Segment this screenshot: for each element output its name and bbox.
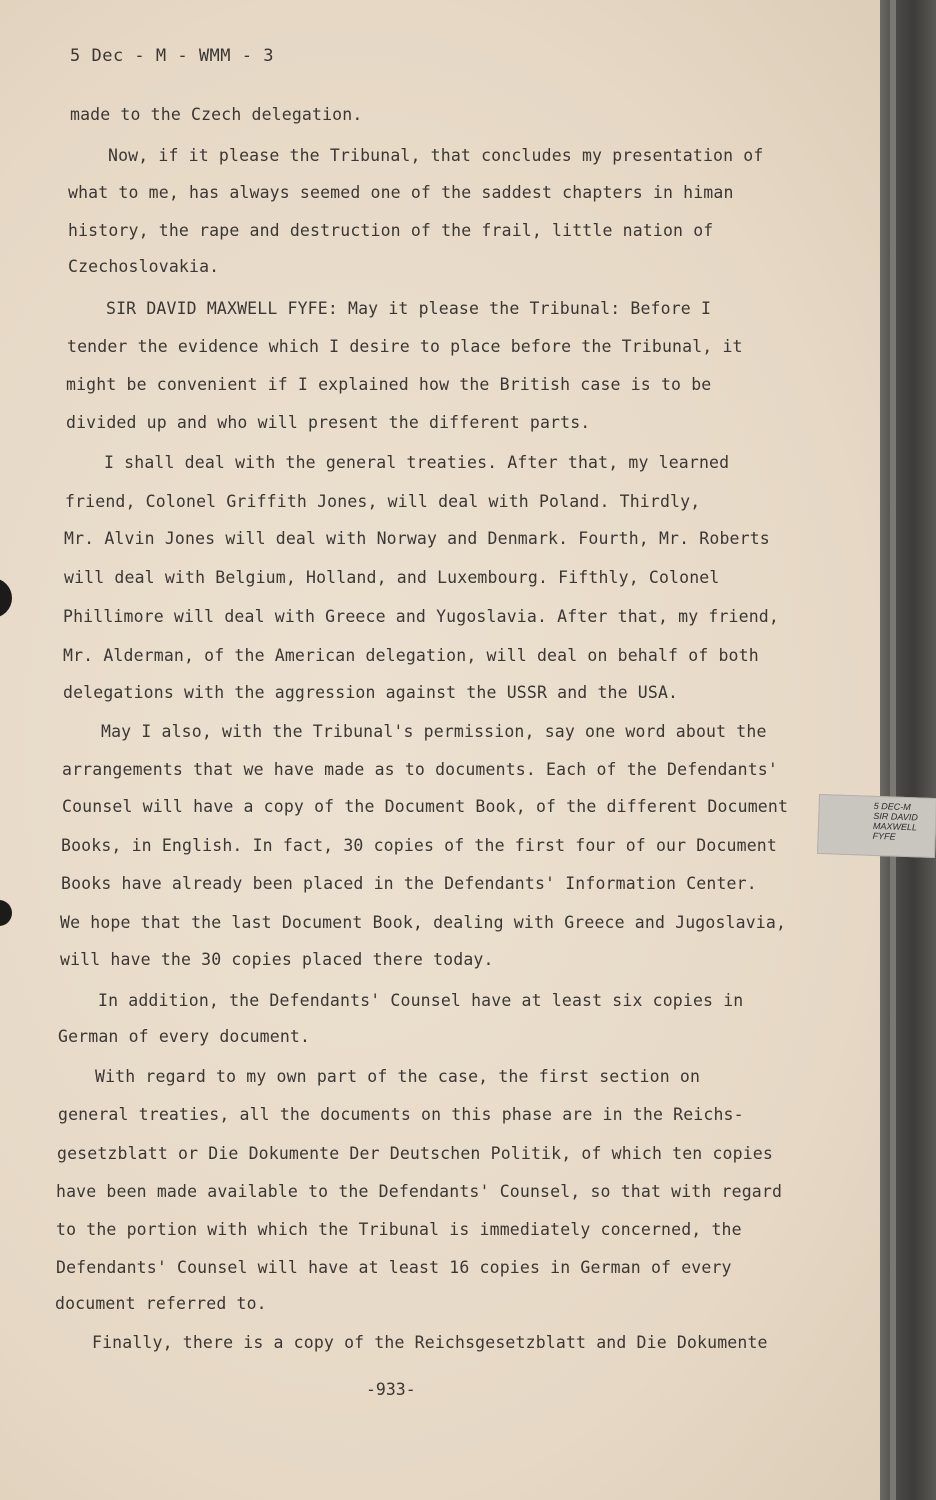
text-line: what to me, has always seemed one of the saddest chapters in himan bbox=[68, 183, 734, 202]
text-line: Phillimore will deal with Greece and Yugoslavia. After that, my friend, bbox=[63, 607, 779, 626]
text-line: to the portion with which the Tribunal is immediately concerned, the bbox=[56, 1220, 742, 1239]
text-line: tender the evidence which I desire to place before the Tribunal, it bbox=[67, 337, 743, 356]
page-number: -933- bbox=[366, 1380, 416, 1399]
tab-note-line: 5 DEC-M bbox=[873, 800, 911, 813]
text-line: German of every document. bbox=[58, 1027, 311, 1046]
text-line: Now, if it please the Tribunal, that concludes my presentation of bbox=[108, 146, 764, 165]
text-line: Mr. Alderman, of the American delegation, will deal on behalf of both bbox=[63, 646, 759, 665]
text-line: general treaties, all the documents on this phase are in the Reichs- bbox=[58, 1105, 744, 1124]
text-line: history, the rape and destruction of the frail, little nation of bbox=[68, 221, 714, 240]
page-header: 5 Dec - M - WMM - 3 bbox=[70, 46, 274, 66]
text-line: gesetzblatt or Die Dokumente Der Deutschen Politik, of which ten copies bbox=[57, 1144, 773, 1163]
text-line: friend, Colonel Griffith Jones, will deal with Poland. Thirdly, bbox=[65, 492, 701, 511]
text-line: Defendants' Counsel will have at least 16 copies in German of every bbox=[56, 1258, 732, 1277]
binder-strip bbox=[890, 0, 896, 1500]
text-line: Counsel will have a copy of the Document Book, of the different Document bbox=[62, 797, 789, 816]
text-line: With regard to my own part of the case, the first section on bbox=[95, 1067, 701, 1086]
text-line: In addition, the Defendants' Counsel have at least six copies in bbox=[98, 991, 744, 1010]
text-line: document referred to. bbox=[55, 1294, 267, 1313]
text-line: I shall deal with the general treaties. After that, my learned bbox=[104, 453, 730, 472]
text-line: arrangements that we have made as to documents. Each of the Defendants' bbox=[62, 760, 778, 779]
text-line: made to the Czech delegation. bbox=[70, 105, 363, 124]
text-line: Books, in English. In fact, 30 copies of the first four of our Document bbox=[61, 836, 777, 855]
tab-note-line: SIR DAVID bbox=[873, 810, 919, 823]
text-line: will have the 30 copies placed there today. bbox=[60, 950, 494, 969]
tab-note-line: MAXWELL bbox=[872, 820, 918, 833]
text-line: divided up and who will present the different parts. bbox=[66, 413, 591, 432]
text-line: delegations with the aggression against the USSR and the USA. bbox=[63, 683, 679, 702]
punch-hole bbox=[0, 900, 12, 926]
text-line: SIR DAVID MAXWELL FYFE: May it please the Tribunal: Before I bbox=[106, 299, 712, 318]
tab-note-line: FYFE bbox=[872, 830, 896, 842]
text-line: might be convenient if I explained how the British case is to be bbox=[66, 375, 712, 394]
text-line: Czechoslovakia. bbox=[68, 257, 220, 276]
text-line: will deal with Belgium, Holland, and Luxembourg. Fifthly, Colonel bbox=[64, 568, 720, 587]
text-line: Mr. Alvin Jones will deal with Norway and Denmark. Fourth, Mr. Roberts bbox=[64, 529, 770, 548]
text-line: have been made available to the Defendants' Counsel, so that with regard bbox=[56, 1182, 783, 1201]
binder-edge bbox=[880, 0, 936, 1500]
punch-hole bbox=[0, 578, 12, 618]
text-line: We hope that the last Document Book, dealing with Greece and Jugoslavia, bbox=[60, 913, 787, 932]
text-line: Finally, there is a copy of the Reichsgesetzblatt and Die Dokumente bbox=[92, 1333, 768, 1352]
text-line: May I also, with the Tribunal's permission, say one word about the bbox=[101, 722, 767, 741]
text-line: Books have already been placed in the Defendants' Information Center. bbox=[61, 874, 757, 893]
index-tab bbox=[817, 794, 936, 858]
